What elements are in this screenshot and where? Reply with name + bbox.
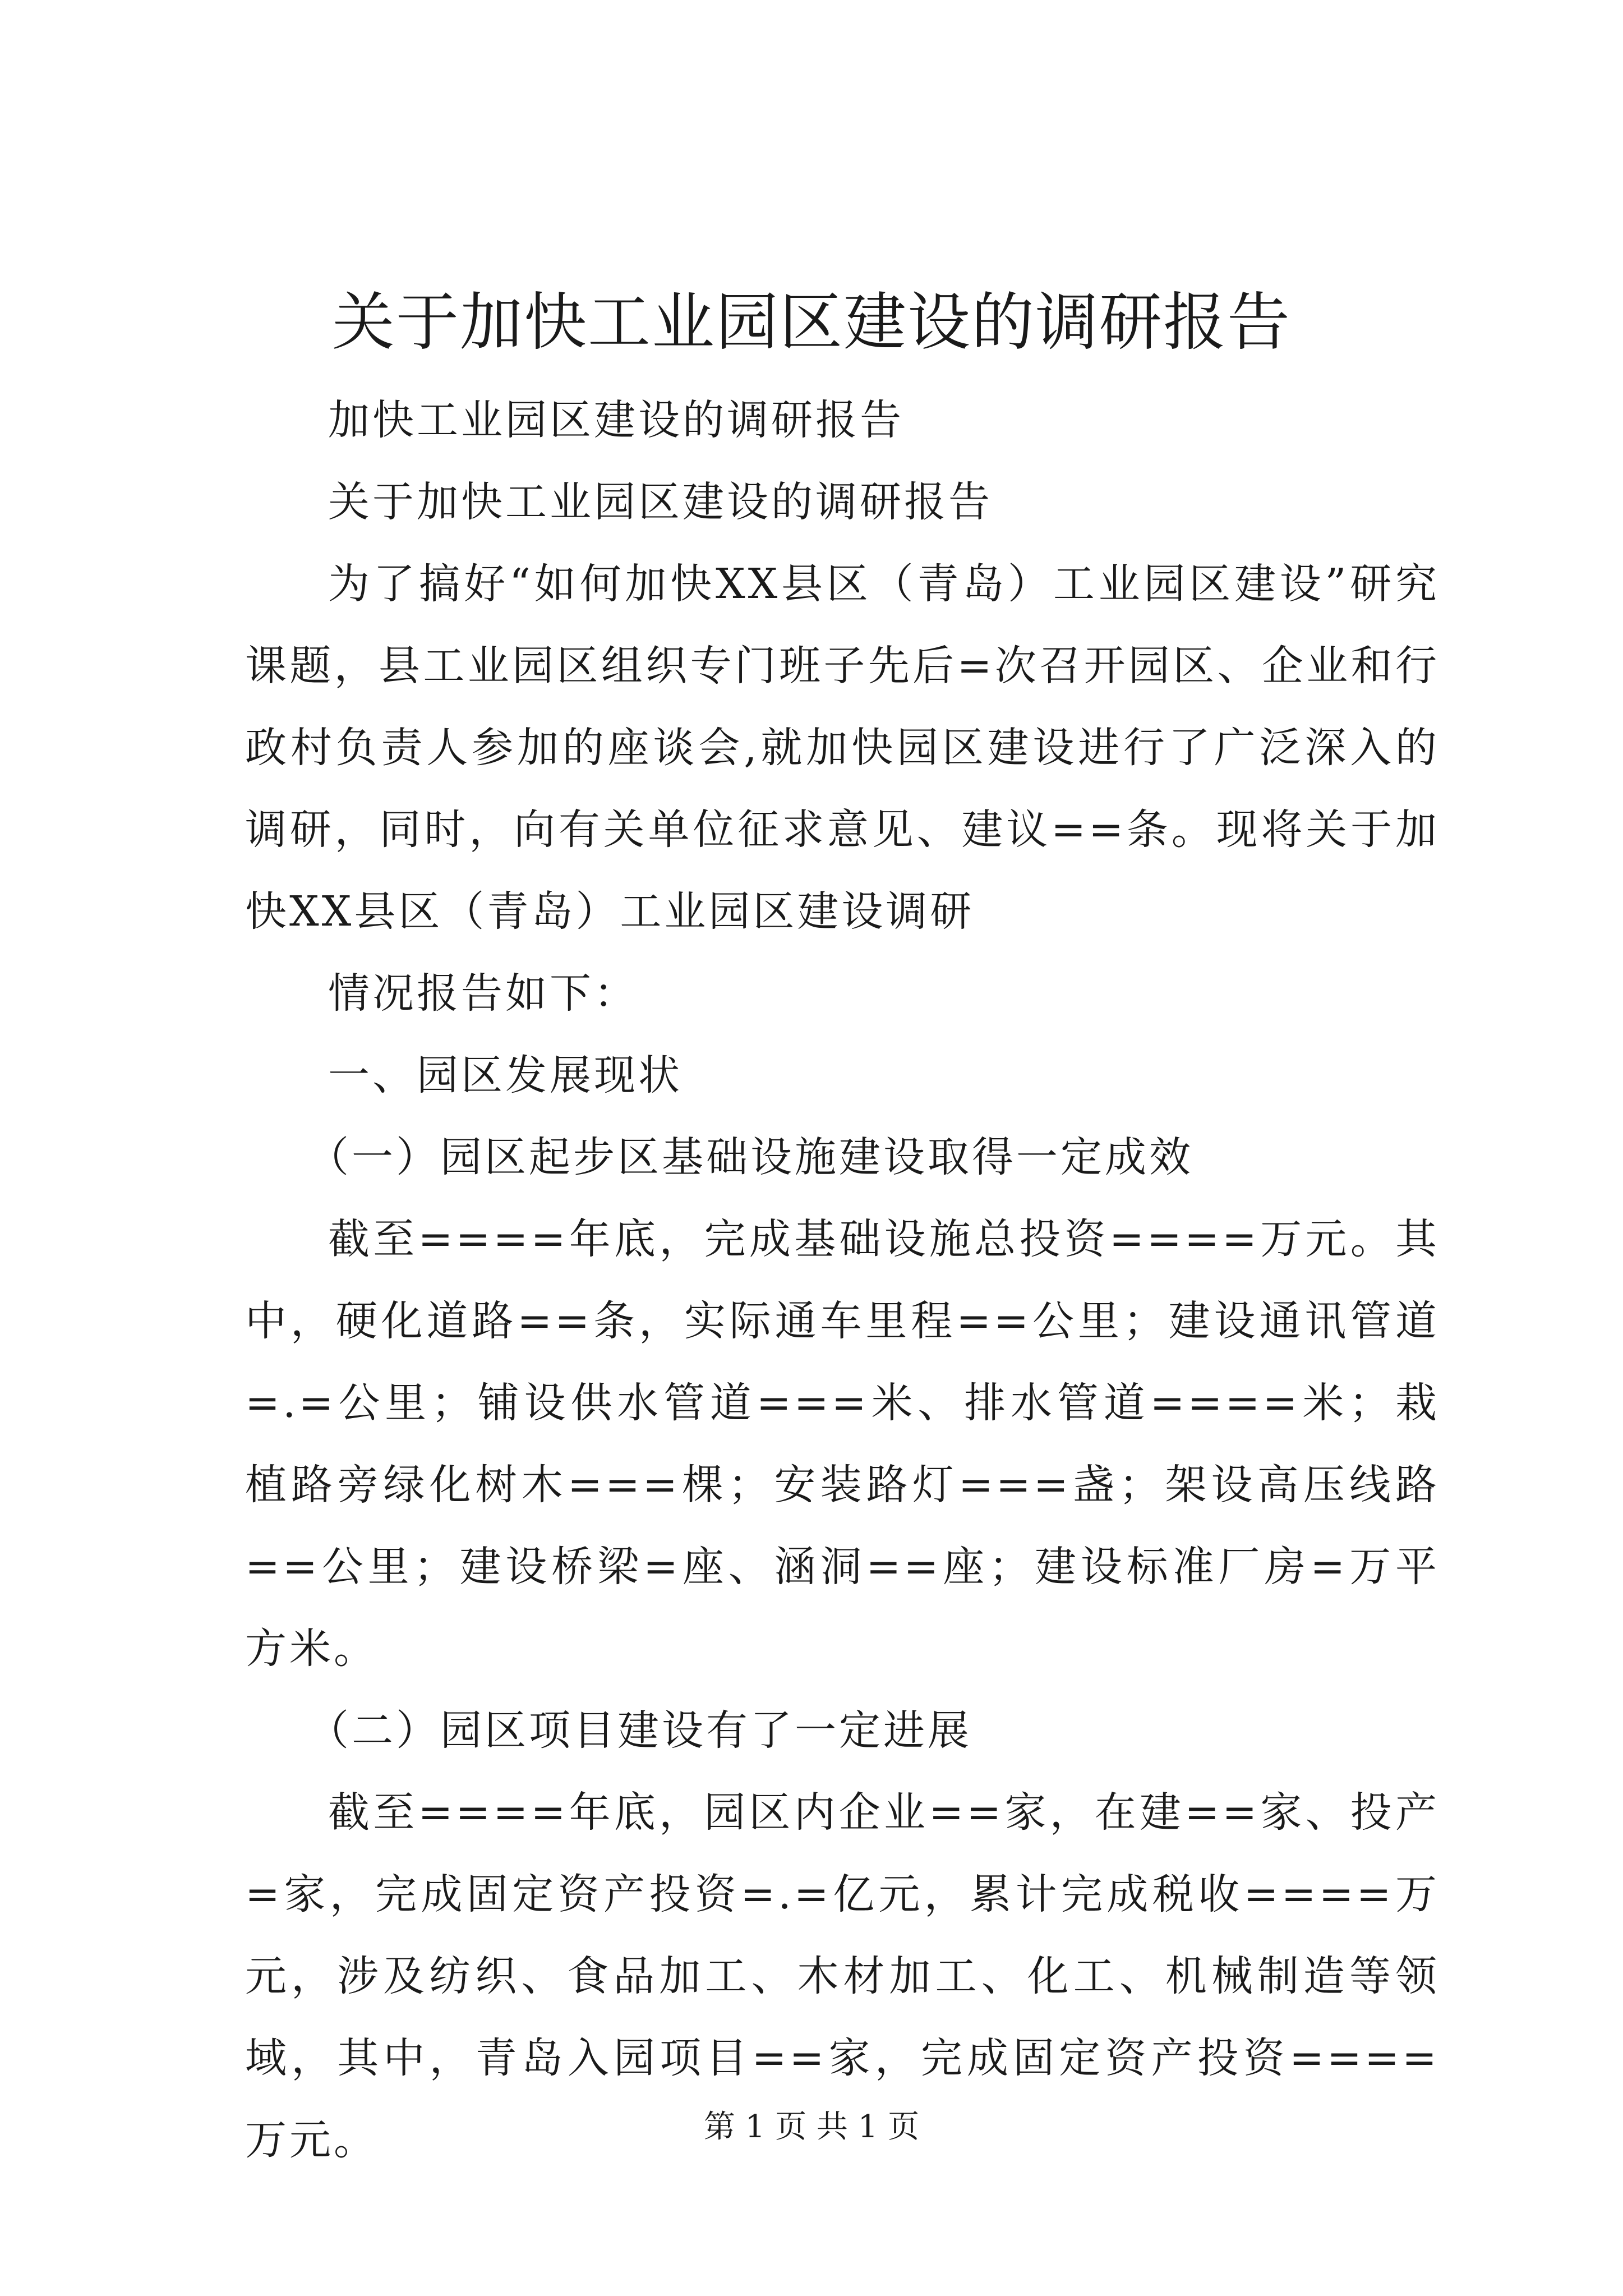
paragraph: 截至====年底，园区内企业==家，在建==家、投产=家，完成固定资产投资=.=亿元，累计完成税收====万元，涉及纺织、食品加工、木材加工、化工、机械制造等领域，其中，青岛入园项目==家，完成固定资产投资====万元。 — [245, 1788, 1440, 2164]
paragraph: 加快工业园区建设的调研报告 — [328, 396, 904, 444]
paragraph: 截至====年底，完成基础设施总投资====万元。其中，硬化道路==条，实际通车里程==公里；建设通讯管道=.=公里；铺设供水管道===米、排水管道====米；栽植路旁绿化树木===棵；安装路灯===盏；架设高压线路==公里；建设桥梁=座、涵洞==座；建设标准厂房=万平方米。 — [245, 1215, 1440, 1673]
paragraph: 关于加快工业园区建设的调研报告 — [328, 478, 993, 526]
subsection-heading: （二）园区项目建设有了一定进展 — [307, 1706, 972, 1755]
section-heading: 一、园区发展现状 — [328, 1051, 683, 1099]
paragraph: 情况报告如下： — [328, 969, 638, 1018]
page-footer: 第 1 页 共 1 页 — [703, 2109, 920, 2145]
document-title: 关于加快工业园区建设的调研报告 — [332, 286, 1291, 359]
subsection-heading: （一）园区起步区基础设施建设取得一定成效 — [307, 1133, 1193, 1181]
paragraph: 为了搞好“如何加快XX县区（青岛）工业园区建设”研究课题，县工业园区组织专门班子先后=次召开园区、企业和行政村负责人参加的座谈会,就加快园区建设进行了广泛深入的调研，同时，向有关单位征求意见、建议==条。现将关于加快XX县区（青岛）工业园区建设调研 — [245, 560, 1440, 936]
document-body — [245, 379, 1440, 2181]
